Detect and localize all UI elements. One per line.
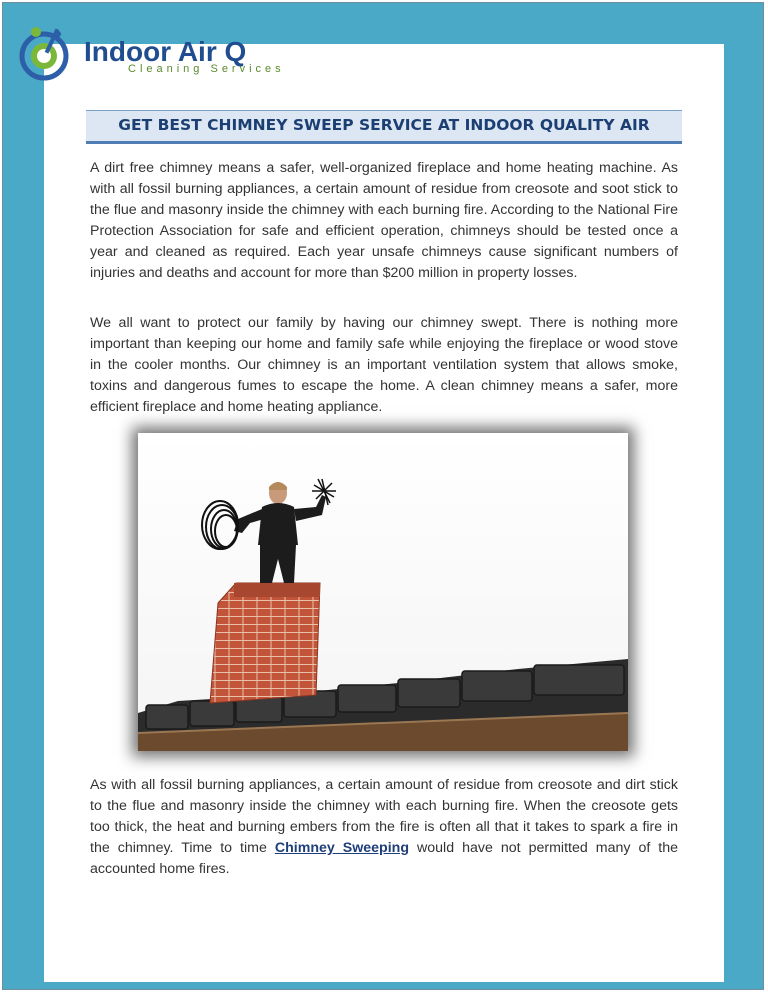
paragraph-family-safety: We all want to protect our family by having our chimney swept. There is nothing more important than keeping our home and family safe while enjoying the fireplace or wood stove in the cooler months. Our chimney is an important ventilation system that allows smoke, toxins and dangerous fumes to escape the home. A clean chimney means a safer, more efficient fireplace and home heating appliance. — [90, 315, 678, 415]
page-title: GET BEST CHIMNEY SWEEP SERVICE AT INDOOR QUALITY AIR — [86, 110, 682, 144]
paragraph-creosote — [90, 775, 678, 880]
paragraph-intro: A dirt free chimney means a safer, well-organized fireplace and home heating machine. As with all fossil burning appliances, a certain amount of residue from creosote and soot stick to the flue and masonry inside the chimney with each burning fire. According to the National Fire Protection Association for safe and efficient operation, chimneys should be tested once a year and cleaned as required. Each year unsafe chimneys cause significant numbers of injuries and deaths and account for more than $200 million in property losses. — [90, 160, 678, 281]
chimney-sweep-image — [138, 433, 628, 751]
chimney-sweeping-link[interactable]: Chimney Sweeping — [274, 840, 410, 856]
chimney-sweep-photo — [138, 433, 628, 751]
paragraph-creosote-tail: would have not permitted many of the accounted home fires. — [90, 840, 679, 877]
paragraph-creosote-text: As with all fossil burning appliances, a certain amount of residue from creosote and dirt stick to the flue and masonry inside the chimney with each burning fire. When the creosote gets too thick, the heat and burning embers from the fire is often all that it takes to spark a fire in the chimney. Time to time — [90, 777, 678, 856]
logo-emblem-icon — [18, 20, 74, 84]
logo-title: Indoor Air Q — [84, 36, 247, 67]
logo-subtitle: Cleaning Services — [128, 63, 285, 75]
